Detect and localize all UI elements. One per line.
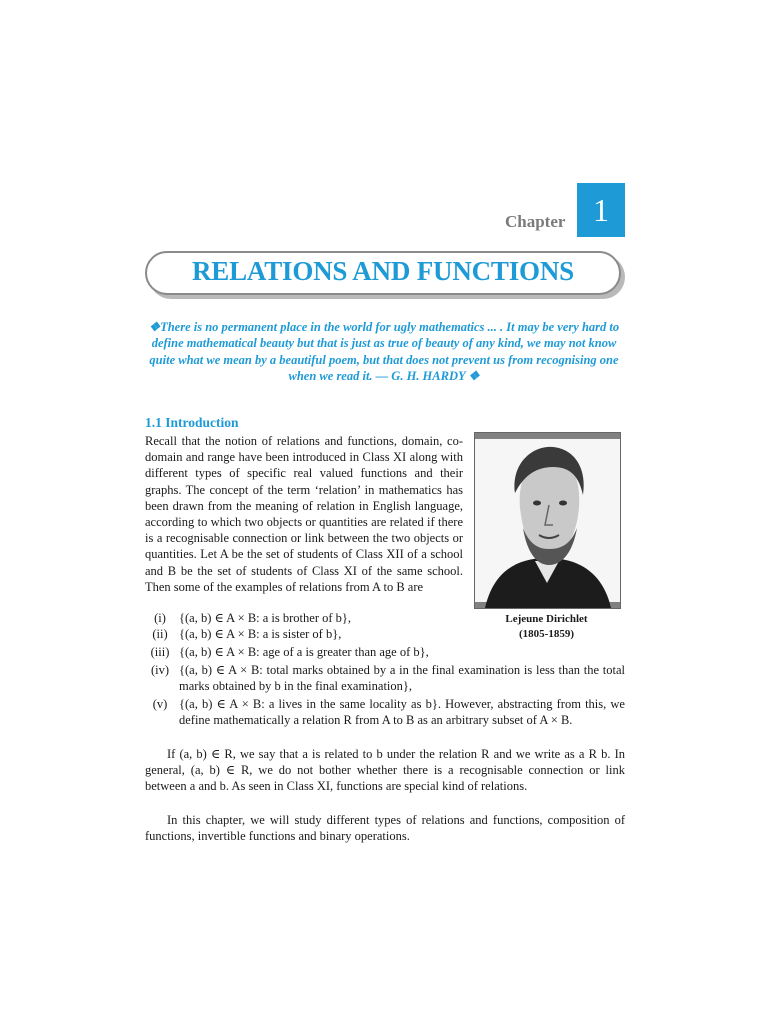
chapter-label: Chapter — [505, 212, 566, 231]
list-item-text: {(a, b) ∈ A × B: a lives in the same locality as b}. However, abstracting from this, we define mathematically a relation R from A to B as an arbitrary subset of A × B. — [179, 697, 625, 728]
chapter-number: 1 — [577, 183, 625, 237]
portrait-illustration — [475, 433, 620, 608]
body-paragraph: In this chapter, we will study different types of relations and functions, composition of functions, invertible functions and binary operations. — [145, 813, 625, 844]
list-item-text: {(a, b) ∈ A × B: age of a is greater than age of b}, — [179, 645, 429, 659]
portrait-caption — [474, 612, 619, 642]
list-item-number: (v) — [152, 697, 168, 711]
list-item-text: {(a, b) ∈ A × B: a is brother of b}, — [179, 611, 352, 625]
intro-paragraph: Recall that the notion of relations and functions, domain, co-domain and range have been introduced in Class XI along with different types of specific real valued functions and their graphs. The concept of the term ‘relation’ in mathematics has been drawn from the meaning of relation in English language, according to which two objects or quantities are related if there is a recognisable connection or link between the two objects or quantities. Let A be the set of students of Class XII of a school and B be the set of students of Class XI of the same school. Then some of the examples of relations from A to B are — [145, 434, 463, 594]
list-item-text: {(a, b) ∈ A × B: total marks obtained by a in the final examination is less than the total marks obtained by b in the final examination}, — [179, 663, 625, 694]
dirichlet-portrait — [474, 432, 621, 609]
chapter-title-banner — [145, 251, 621, 295]
caption-years: (1805-1859) — [519, 628, 574, 640]
caption-name: Lejeune Dirichlet — [505, 613, 588, 625]
epigraph-quote: ❖There is no permanent place in the world for ugly mathematics ... . It may be very hard to define mathematical beauty but that is just as true of beauty of any kind, we may not know quite what we mean by a beautiful poem, but that does not prevent us from recognising one when we read it. — G. H. HARDY ❖ — [148, 320, 620, 384]
body-paragraph: If (a, b) ∈ R, we say that a is related to b under the relation R and we write as a R b. In general, (a, b) ∈ R, we do not bother whether there is a recognisable connection or link between a and b. As seen in Class XI, functions are special kind of relations. — [145, 747, 625, 794]
chapter-title: RELATIONS AND FUNCTIONS — [192, 256, 574, 286]
list-item-number: (ii) — [152, 627, 168, 641]
list-item-number: (iv) — [150, 663, 170, 677]
list-item-number: (iii) — [150, 645, 170, 659]
list-item-number: (i) — [154, 611, 166, 625]
list-item-text: {(a, b) ∈ A × B: a is sister of b}, — [179, 627, 342, 641]
section-heading: 1.1 Introduction — [145, 415, 239, 430]
